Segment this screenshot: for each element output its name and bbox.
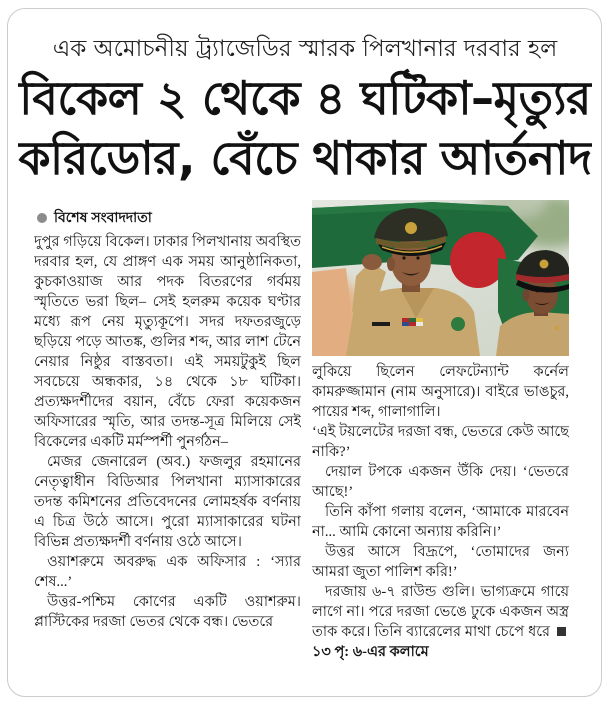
washroom-paragraph-start: উত্তর-পশ্চিম কোণের একটি ওয়াশরুম। প্লাস্টিকের দরজা ভেতর থেকে বন্ধ। ভেতরে [34,594,301,630]
byline [34,207,300,227]
shots-paragraph [312,582,569,662]
kicker: এক অমোচনীয় ট্র্যাজেডির স্মারক পিলখানার দরবার হল [52,36,558,62]
circle-bullet-icon [37,213,47,223]
byline-text: বিশেষ সংবাদদাতা [54,209,152,225]
quote-paragraph-plea: তিনি কাঁপা গলায় বলেন, ‘আমাকে মারবেন না... আমি কোনো অন্যায় করিনি।’ [312,504,569,540]
continued-on-page: ১৩ পৃ: ৬-এর কলামে [312,644,429,660]
shots-paragraph-text: দরজায় ৬-৭ রাউন্ড গুলি। ভাগ্যক্রমে গায়ে লাগে না। পরে দরজা ভেঙে ঢুকে একজন অস্ত্র তাক করে। তিনি ব্যারেলের মাথা চেপে ধরে [312,584,569,640]
washroom-paragraph-continued: লুকিয়ে ছিলেন লেফটেন্যান্ট কর্নেল কামরুজ্জামান (নাম অনুসারে)। বাইরে ভাঙচুর, পায়ের শব্দ, গালাগালি। [312,364,569,420]
headline-line-1: বিকেল ২ থেকে ৪ ঘটিকা–মৃত্যুর [19,71,591,125]
commission-paragraph: মেজর জেনারেল (অব.) ফজলুর রহমানের নেতৃত্বাধীন বিডিআর পিলখানা ম্যাসাকারের তদন্ত কমিশনের প্রতিবেদনের লোমহর্ষক বর্ণনায় এ চিত্র উঠে আসে। পুরো ম্যাসাকারের ঘটনা বিভিন্ন প্রত্যক্ষদর্শী বর্ণনায় ওঠে আসে। [34,454,301,550]
photo-illustration [312,200,569,356]
washroom-subhead: ওয়াশরুমে অবরুদ্ধ এক অফিসার : ‘স্যার শেষ...’ [34,554,301,590]
lead-paragraph: দুপুর গড়িয়ে বিকেল। ঢাকার পিলখানায় অবস্থিত দরবার হল, যে প্রাঙ্গণ এক সময় আনুষ্ঠানিকতা, কুচকাওয়াজ আর পদক বিতরণের গর্বময় স্মৃতিতে ভরা ছিল– সেই হলরুম কয়েক ঘণ্টার মধ্যে রূপ নেয় মৃত্যুকূপে। সদর দফতরজুড়ে ছড়িয়ে পড়ে আতঙ্ক, গুলির শব্দ, আর লাশ টেনে নেয়ার নিষ্ঠুর বাস্তবতা। এই সময়টুকুই ছিল সবচেয়ে অন্ধকার, ১৪ থেকে ১৮ ঘটিকা। প্রত্যক্ষদর্শীদের বয়ান, বেঁচে ফেরা কয়েকজন অফিসারের স্মৃতি, আর তদন্ত-সূত্র মিলিয়ে সেই বিকেলের একটি মর্মস্পর্শী পুনর্গঠন– [34,234,301,450]
quote-paragraph-door: ‘এই টয়লেটের দরজা বন্ধ, ভেতরে কেউ আছে নাকি?’ [312,424,569,460]
square-bullet-icon [557,627,566,636]
quote-paragraph-peek: দেয়াল টপকে একজন উঁকি দেয়। ‘ভেতরে আছে!’ [312,464,569,500]
headline-line-2: করিডোর, বেঁচে থাকার আর্তনাদ [18,131,592,185]
article-photo [312,200,569,356]
left-column [34,232,301,678]
right-column [312,362,569,678]
quote-paragraph-reply: উত্তর আসে বিদ্রূপে, ‘তোমাদের জন্য আমরা জুতা পালিশ করি!’ [312,544,569,580]
